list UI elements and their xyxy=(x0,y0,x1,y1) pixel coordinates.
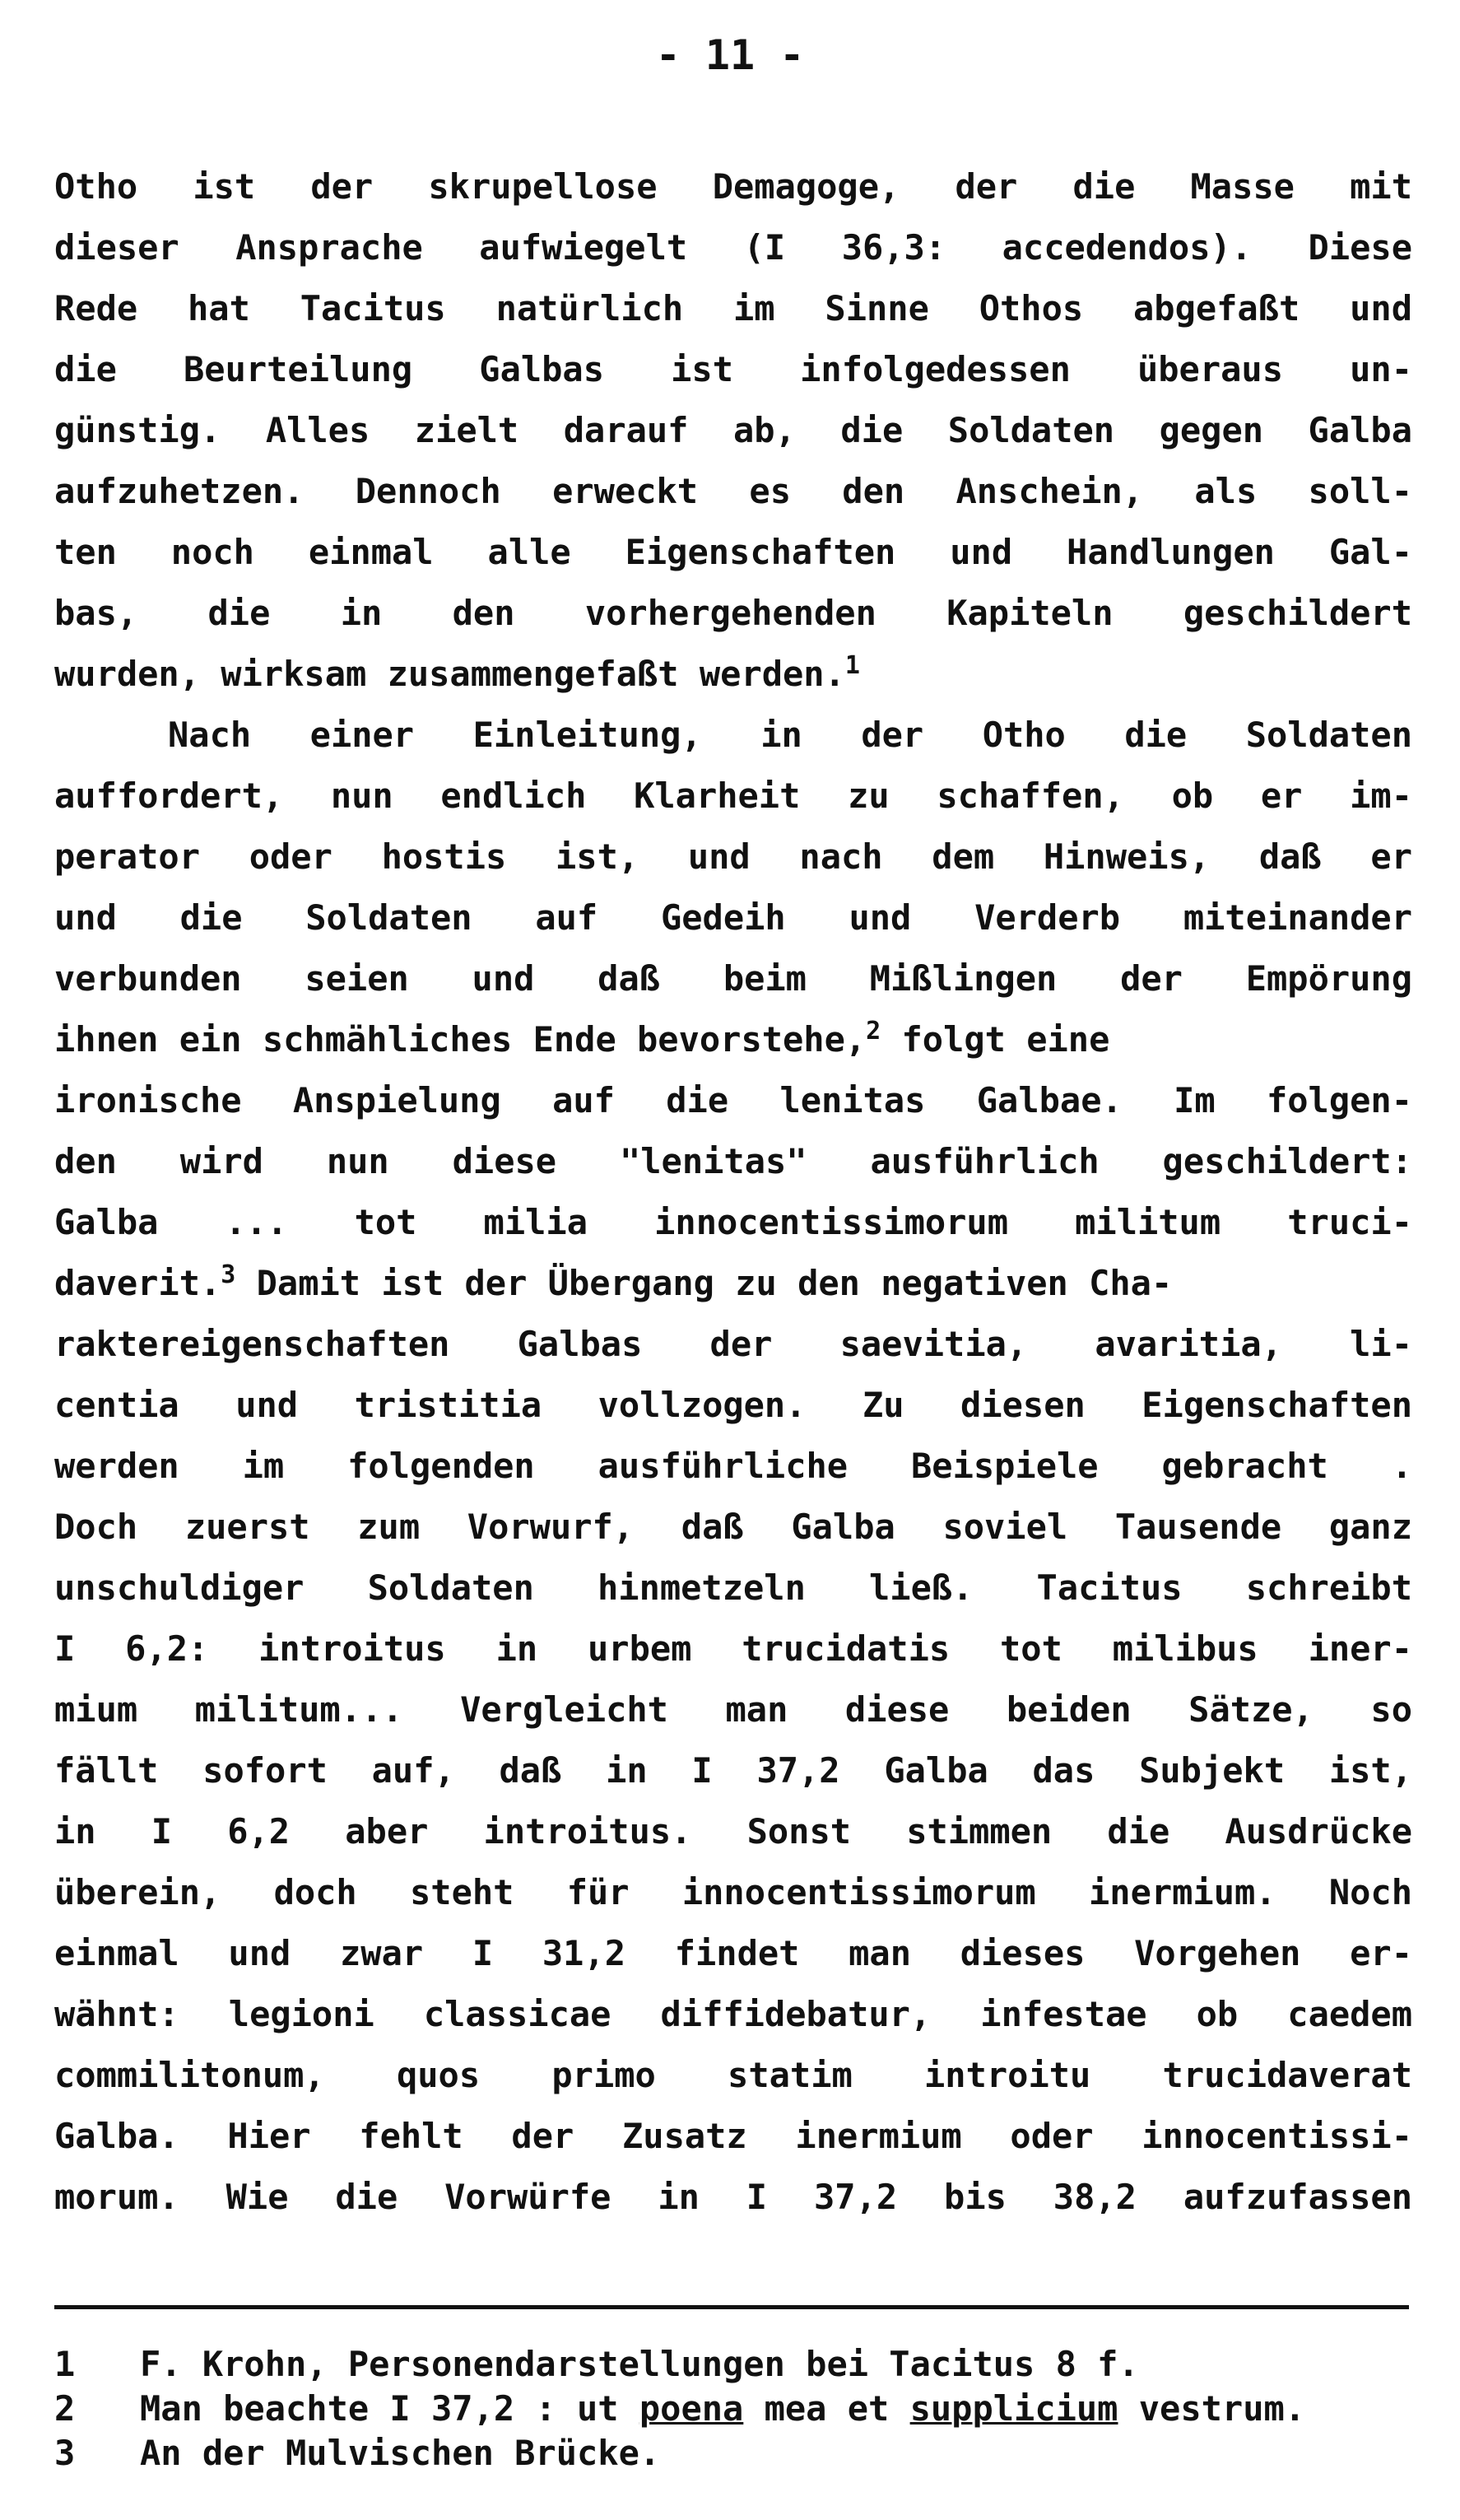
footnote-ref-2: 2 xyxy=(866,1017,881,1046)
text-line xyxy=(54,1009,1412,1070)
footnote-divider xyxy=(54,2305,1409,2309)
text-fragment: folgt eine xyxy=(881,1019,1110,1060)
text-line: wähnt: legioni classicae diffidebatur, infestae ob caedem xyxy=(54,1994,1412,2034)
text-line: bas, die in den vorhergehenden Kapiteln geschildert xyxy=(54,593,1412,633)
text-line xyxy=(54,1253,1412,1314)
text-line: Galba ... tot milia innocentissimorum militum truci- xyxy=(54,1202,1412,1242)
text-line: einmal und zwar I 31,2 findet man dieses Vorgehen er- xyxy=(54,1933,1412,1973)
page-number: - 11 - xyxy=(655,31,805,79)
footnote-item xyxy=(54,2342,1420,2387)
footnote-text xyxy=(140,2387,1305,2431)
footnote-text: An der Mulvischen Brücke. xyxy=(140,2433,661,2473)
text-line: Otho ist der skrupellose Demagoge, der die Masse mit xyxy=(54,166,1412,207)
text-line: auffordert, nun endlich Klarheit zu schaffen, ob er im- xyxy=(54,776,1412,816)
text-line: überein, doch steht für innocentissimorum inermium. Noch xyxy=(54,1872,1412,1912)
underlined-term-poena: poena xyxy=(639,2388,744,2429)
footnote-ref-3: 3 xyxy=(221,1260,236,1289)
text-line: I 6,2: introitus in urbem trucidatis tot milibus iner- xyxy=(54,1628,1412,1669)
underlined-term-supplicium: supplicium xyxy=(909,2388,1118,2429)
text-line xyxy=(54,644,1412,705)
footnote-text-fragment: Man beachte I 37,2 : ut xyxy=(140,2388,639,2429)
text-fragment: wurden, wirksam zusammengefaßt werden. xyxy=(54,654,845,694)
text-line: Galba. Hier fehlt der Zusatz inermium oder innocentissi- xyxy=(54,2116,1412,2156)
text-line: aufzuhetzen. Dennoch erweckt es den Anschein, als soll- xyxy=(54,471,1412,511)
text-line: raktereigenschaften Galbas der saevitia, avaritia, li- xyxy=(54,1324,1412,1364)
text-line: mium militum... Vergleicht man diese beiden Sätze, so xyxy=(54,1689,1412,1730)
text-line: den wird nun diese "lenitas" ausführlich geschildert: xyxy=(54,1141,1412,1181)
footnote-number: 2 xyxy=(54,2388,76,2429)
text-line-paragraph-start: Nach einer Einleitung, in der Otho die Soldaten xyxy=(168,715,1412,755)
text-line: Doch zuerst zum Vorwurf, daß Galba soviel Tausende ganz xyxy=(54,1507,1412,1547)
footnote-number: 1 xyxy=(54,2344,76,2384)
body-text xyxy=(54,156,1412,2228)
text-fragment: Damit ist der Übergang zu den negativen Cha- xyxy=(235,1263,1173,1303)
footnote-number: 3 xyxy=(54,2433,76,2473)
text-line: centia und tristitia vollzogen. Zu diesen Eigenschaften xyxy=(54,1385,1412,1425)
text-line: perator oder hostis ist, und nach dem Hinweis, daß er xyxy=(54,836,1412,877)
footnote-text: F. Krohn, Personendarstellungen bei Tacitus 8 f. xyxy=(140,2344,1139,2384)
footnote-text-fragment: vestrum. xyxy=(1118,2388,1306,2429)
text-line: morum. Wie die Vorwürfe in I 37,2 bis 38,2 aufzufassen xyxy=(54,2177,1412,2217)
text-line: günstig. Alles zielt darauf ab, die Soldaten gegen Galba xyxy=(54,410,1412,450)
text-line: werden im folgenden ausführliche Beispiele gebracht . xyxy=(54,1446,1412,1486)
footnote-text-fragment: mea et xyxy=(743,2388,910,2429)
footnote-item xyxy=(54,2431,1420,2476)
text-line: dieser Ansprache aufwiegelt (I 36,3: accedendos). Diese xyxy=(54,227,1412,268)
text-line: verbunden seien und daß beim Mißlingen der Empörung xyxy=(54,958,1412,999)
text-line: in I 6,2 aber introitus. Sonst stimmen die Ausdrücke xyxy=(54,1811,1412,1852)
text-line: ironische Anspielung auf die lenitas Galbae. Im folgen- xyxy=(54,1080,1412,1120)
text-line: und die Soldaten auf Gedeih und Verderb miteinander xyxy=(54,897,1412,938)
text-line: Rede hat Tacitus natürlich im Sinne Othos abgefaßt und xyxy=(54,288,1412,328)
text-line: commilitonum, quos primo statim introitu trucidaverat xyxy=(54,2055,1412,2095)
footnotes xyxy=(54,2342,1420,2476)
text-line: ten noch einmal alle Eigenschaften und Handlungen Gal- xyxy=(54,532,1412,572)
text-line: unschuldiger Soldaten hinmetzeln ließ. Tacitus schreibt xyxy=(54,1567,1412,1608)
text-line: fällt sofort auf, daß in I 37,2 Galba das Subjekt ist, xyxy=(54,1750,1412,1791)
text-line: die Beurteilung Galbas ist infolgedessen überaus un- xyxy=(54,349,1412,389)
text-fragment: ihnen ein schmähliches Ende bevorstehe, xyxy=(54,1019,867,1060)
footnote-item xyxy=(54,2387,1420,2431)
footnote-ref-1: 1 xyxy=(844,651,860,680)
text-fragment: daverit. xyxy=(54,1263,221,1303)
